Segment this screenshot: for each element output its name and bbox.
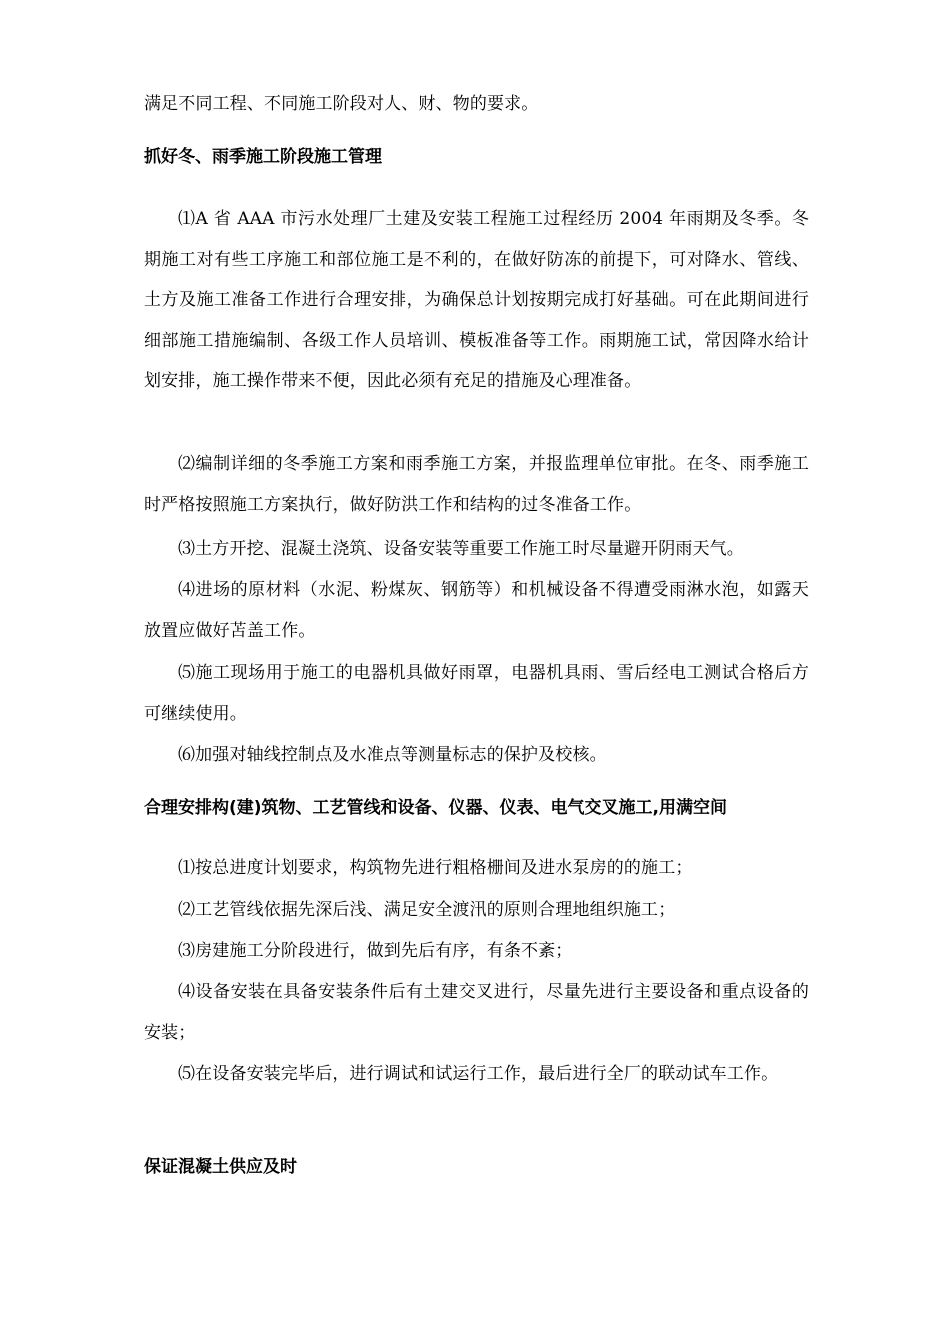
intro-paragraph: 满足不同工程、不同施工阶段对人、财、物的要求。 <box>144 94 539 114</box>
section1-item-2: ⑵编制详细的冬季施工方案和雨季施工方案，并报监理单位审批。在冬、雨季施工时严格按照施工方案执行，做好防洪工作和结构的过冬准备工作。 <box>144 454 809 515</box>
section2-item-4: ⑷设备安装在具备安装条件后有土建交叉进行，尽量先进行主要设备和重点设备的安装； <box>144 982 809 1043</box>
section2-item-2: ⑵工艺管线依据先深后浅、满足安全渡汛的原则合理地组织施工； <box>178 900 676 920</box>
section1-item-4: ⑷进场的原材料（水泥、粉煤灰、钢筋等）和机械设备不得遭受雨淋水泡，如露天放置应做好苫盖工作。 <box>144 580 809 641</box>
section1-item-6: ⑹加强对轴线控制点及水准点等测量标志的保护及校核。 <box>178 745 607 765</box>
section2-item-5: ⑸在设备安装完毕后，进行调试和试运行工作，最后进行全厂的联动试车工作。 <box>178 1064 779 1084</box>
section2-item-3: ⑶房建施工分阶段进行，做到先后有序，有条不紊； <box>178 941 573 961</box>
section1-item-1: ⑴A 省 AAA 市污水处理厂土建及安装工程施工过程经历 2004 年雨期及冬季。冬期施工对有些工序施工和部位施工是不利的，在做好防冻的前提下，可对降水、管线、土方及施工准备工作进行合理安排，为确保总计划按期完成打好基础。可在此期间进行细部施工措施编制、各级工作人员培训、模板准备等工作。雨期施工试，常因降水给计划安排，施工操作带来不便，因此必须有充足的措施及心理准备。 <box>144 209 809 391</box>
section1-item-5: ⑸施工现场用于施工的电器机具做好雨罩，电器机具雨、雪后经电工测试合格后方可继续使用。 <box>144 663 809 724</box>
section-heading-cross-construction: 合理安排构(建)筑物、工艺管线和设备、仪器、仪表、电气交叉施工,用满空间 <box>144 798 727 818</box>
section-heading-concrete-supply: 保证混凝土供应及时 <box>144 1157 297 1177</box>
section1-item-3: ⑶土方开挖、混凝土浇筑、设备安装等重要工作施工时尽量避开阴雨天气。 <box>178 539 744 559</box>
section2-item-1: ⑴按总进度计划要求，构筑物先进行粗格栅间及进水泵房的的施工； <box>178 858 693 878</box>
section-heading-winter-rain: 抓好冬、雨季施工阶段施工管理 <box>144 147 382 167</box>
